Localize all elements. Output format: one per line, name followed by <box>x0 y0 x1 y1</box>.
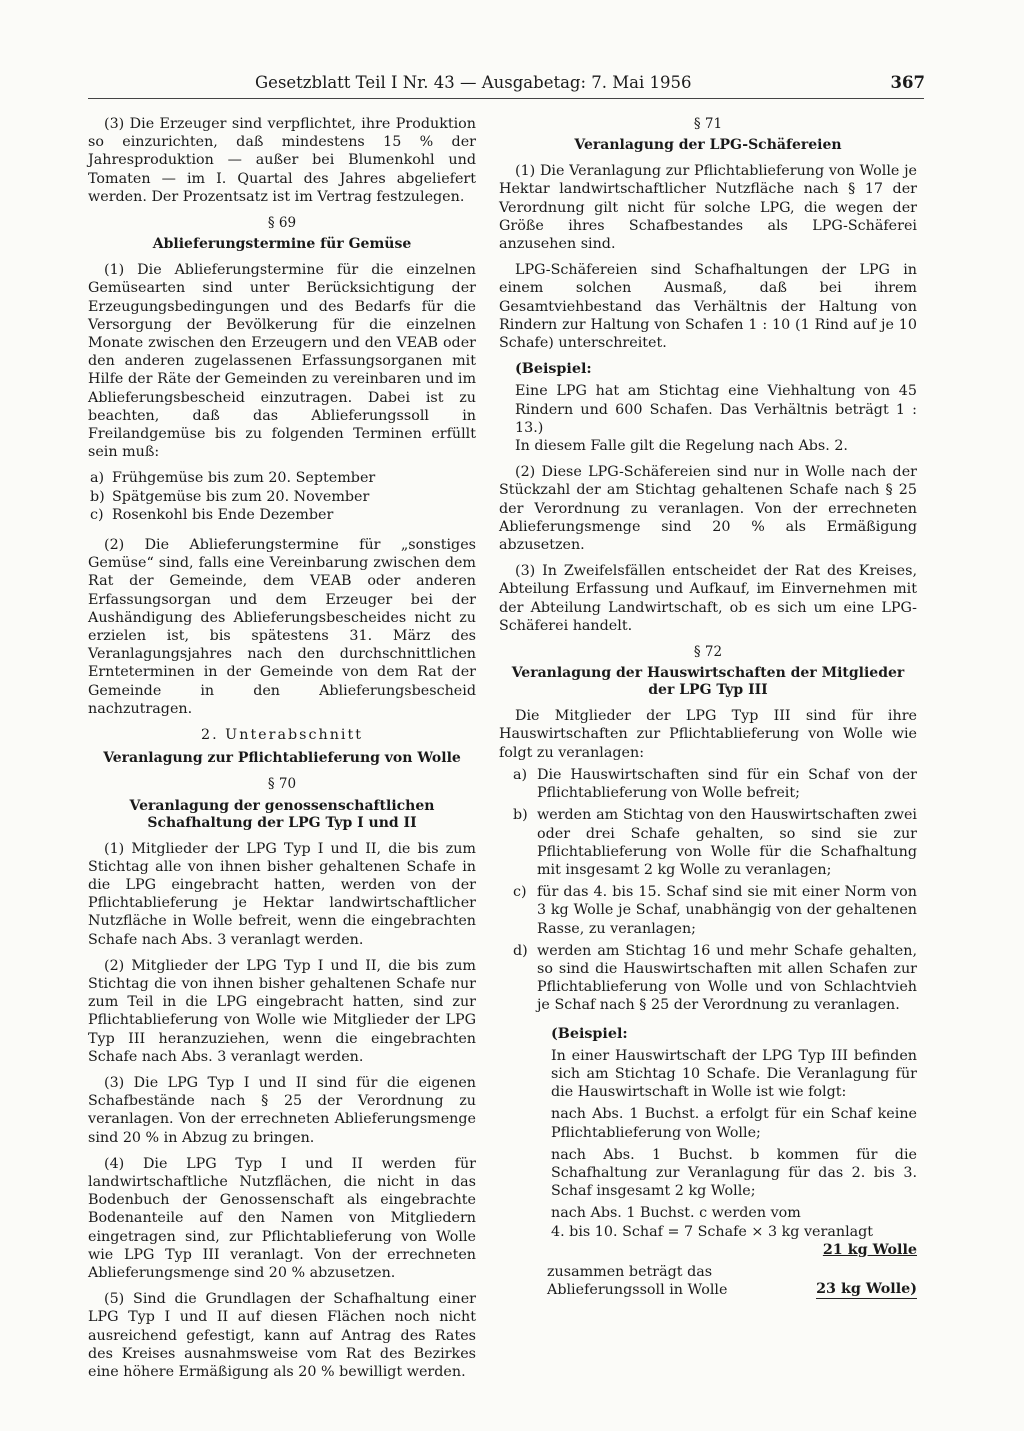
list-marker: a) <box>513 766 528 783</box>
section-number: § 72 <box>693 644 723 661</box>
list-marker: a) <box>90 470 105 487</box>
paragraph: (1) Mitglieder der LPG Typ I und II, die bis zum Stichtag alle von ihnen bisher gehaltenen Schafe in die LPG eingebracht hatten, werden von der Pflichtablieferung je Hektar landwirtschaftlicher Nutzfläche in Wolle befreit, wenn die eingebrachten Schafe nach Abs. 3 veranlagt werden. <box>88 840 476 948</box>
page-number: 367 <box>890 73 925 92</box>
total-value: 23 kg Wolle) <box>816 1280 917 1299</box>
list-marker: d) <box>513 942 528 959</box>
list-text: Die Hauswirtschaften sind für ein Schaf von der Pflichtablieferung von Wolle befreit; <box>537 766 917 802</box>
list-text: werden am Stichtag von den Hauswirtschaften zwei oder drei Schafe gehalten, so sind sie zur Pflichtablieferung von Wolle für die Schafhaltung mit insgesamt 2 kg Wolle zu veranlagen; <box>537 807 917 878</box>
example-text: In diesem Falle gilt die Regelung nach Abs. 2. <box>515 438 848 455</box>
section-number: § 69 <box>267 215 297 232</box>
left-column <box>88 115 476 1389</box>
list-marker: c) <box>90 506 104 523</box>
list-item <box>513 942 917 1015</box>
paragraph: LPG-Schäfereien sind Schafhaltungen der LPG in einem solchen Ausmaß, daß bei ihrem Gesamtviehbestand das Verhältnis der Haltung von Rindern zur Haltung von Schafen 1 : 10 (1 Rind auf je 10 Schafe) unterschreitet. <box>499 262 917 352</box>
paragraph: (4) Die LPG Typ I und II werden für landwirtschaftliche Nutzflächen, die nicht in das Bodenbuch der Genossenschaft als eingebrachte Bodenanteile auf den Namen von Mitgliedern eingetragen sind, zur Pflichtablieferung von Wolle wie LPG Typ III veranlagt. Von der errechneten Ablieferungsmenge sind 20 % abzusetzen. <box>88 1155 476 1281</box>
list-text: Rosenkohl bis Ende Dezember <box>112 506 334 523</box>
list-marker: b) <box>513 807 528 824</box>
paragraph: (3) In Zweifelsfällen entscheidet der Rat des Kreises, Abteilung Erfassung und Aufkauf, im Einvernehmen mit der Abteilung Landwirtschaft, ob es sich um eine LPG-Schäferei handelt. <box>499 563 917 634</box>
list-item <box>513 806 917 879</box>
paragraph: (1) Die Veranlagung zur Pflichtablieferung von Wolle je Hektar landwirtschaftlicher Nutzfläche nach § 17 der Verordnung gilt nicht für solche LPG, die wegen der Größe ihres Schafbestandes als LPG-Schäferei anzusehen sind. <box>499 163 917 253</box>
list-item <box>513 883 917 938</box>
section-title: Veranlagung der Hauswirtschaften der Mitglieder der LPG Typ III <box>511 665 905 699</box>
subsection-title: Veranlagung zur Pflichtablieferung von Wolle <box>103 750 461 767</box>
list-item <box>88 469 476 487</box>
list-text: für das 4. bis 15. Schaf sind sie mit einer Norm von 3 kg Wolle je Schaf, unabhängig von der gehaltenen Rasse, zu veranlagen; <box>537 884 917 937</box>
paragraph: (2) Mitglieder der LPG Typ I und II, die bis zum Stichtag die von ihnen bisher gehaltenen Schafe nur zum Teil in die LPG eingebracht hatten, sind zur Pflichtablieferung von Wolle wie Mitglieder der LPG Typ III heranzuziehen, wenn die eingebrachten Schafe nach Abs. 3 veranlagt werden. <box>88 957 476 1065</box>
paragraph: (5) Sind die Grundlagen der Schafhaltung einer LPG Typ I und II auf diesen Flächen noch nicht ausreichend gefestigt, kann auf Antrag des Rates des Kreises ausnahmsweise vom Rat des Bezirkes eine höhere Ermäßigung als 20 % bewilligt werden. <box>88 1291 476 1380</box>
paragraph: (2) Die Ablieferungstermine für „sonstiges Gemüse“ sind, falls eine Vereinbarung zwischen dem Rat der Gemeinde, dem VEAB oder anderen Erfassungsorgan und dem Erzeuger bei der Aushändigung des Ablieferungsbescheides nicht zu erzielen ist, bis spätestens 31. März des Veranlagungsjahres nach den durchschnittlichen Ernteterminen in der Gemeinde von dem Rat der Gemeinde in den Ablieferungsbescheid nachzutragen. <box>88 537 476 717</box>
calculation-value: 21 kg Wolle <box>822 1241 917 1258</box>
section-title: Veranlagung der LPG-Schäfereien <box>574 137 842 154</box>
list-text: Frühgemüse bis zum 20. September <box>112 470 376 487</box>
paragraph: Die Mitglieder der LPG Typ III sind für ihre Hauswirtschaften zur Pflichtablieferung von Wolle wie folgt zu veranlagen: <box>499 708 917 761</box>
paragraph: (3) Die LPG Typ I und II sind für die eigenen Schafbestände nach § 25 der Verordnung zu veranlagen. Von der errechneten Ablieferungsmenge sind 20 % in Abzug zu bringen. <box>88 1074 476 1146</box>
list-marker: b) <box>90 488 105 505</box>
section-title: Veranlagung der genossenschaftlichen Schafhaltung der LPG Typ I und II <box>129 797 435 831</box>
section-number: § 70 <box>267 776 297 793</box>
section-number: § 71 <box>693 116 723 132</box>
section-title: Ablieferungstermine für Gemüse <box>152 236 412 253</box>
example-text: nach Abs. 1 Buchst. b kommen für die Schafhaltung zur Veranlagung für das 2. bis 3. Schaf insgesamt 2 kg Wolle; <box>551 1146 917 1200</box>
list-marker: c) <box>513 884 527 901</box>
subsection-heading: 2. Unterabschnitt <box>201 727 363 744</box>
list-item <box>513 766 917 802</box>
header-rule <box>88 98 924 99</box>
right-column <box>499 115 917 1299</box>
list-text: werden am Stichtag 16 und mehr Schafe gehalten, so sind die Hauswirtschaften mit allen Schafen zur Pflichtablieferung von Wolle und von Schlachtvieh je Schaf nach § 25 der Verordnung zu veranlagen. <box>537 942 917 1014</box>
calculation-row <box>551 1223 917 1241</box>
calculation-value-row <box>499 1241 917 1259</box>
page-header <box>255 72 925 94</box>
example-text: In einer Hauswirtschaft der LPG Typ III befinden sich am Stichtag 10 Schafe. Die Veranlagung für die Hauswirtschaft in Wolle ist wie folgt: <box>551 1047 917 1101</box>
total-row <box>547 1263 917 1299</box>
calculation-text: 4. bis 10. Schaf = 7 Schafe × 3 kg veranlagt <box>551 1223 874 1240</box>
paragraph: (3) Die Erzeuger sind verpflichtet, ihre Produktion so einzurichten, daß mindestens 15 % der Jahresproduktion — außer bei Blumenkohl und Tomaten — im I. Quartal des Jahres abgeliefert werden. Der Prozentsatz ist im Vertrag festzulegen. <box>88 116 476 205</box>
total-label: zusammen beträgt das Ablieferungssoll in Wolle <box>547 1263 728 1298</box>
list-item <box>88 506 476 524</box>
example-label: (Beispiel: <box>551 1025 628 1042</box>
list-item <box>88 488 476 506</box>
example-text: Eine LPG hat am Stichtag eine Viehhaltung von 45 Rindern und 600 Schafen. Das Verhältnis beträgt 1 : 13.) <box>515 383 917 436</box>
gazette-title: Gesetzblatt Teil I Nr. 43 — Ausgabetag: 7. Mai 1956 <box>255 73 692 92</box>
example-label: (Beispiel: <box>515 361 592 378</box>
paragraph: (2) Diese LPG-Schäfereien sind nur in Wolle nach der Stückzahl der am Stichtag gehaltenen Schafe nach § 25 der Verordnung zu veranlagen. Von der errechneten Ablieferungsmenge sind 20 % als Ermäßigung abzusetzen. <box>499 464 917 554</box>
example-text: nach Abs. 1 Buchst. c werden vom <box>551 1205 801 1222</box>
list-text: Spätgemüse bis zum 20. November <box>112 488 370 505</box>
example-text: nach Abs. 1 Buchst. a erfolgt für ein Schaf keine Pflichtablieferung von Wolle; <box>551 1106 917 1141</box>
paragraph: (1) Die Ablieferungstermine für die einzelnen Gemüsearten sind unter Berücksichtigung der Erzeugungsbedingungen und des Bedarfs für die Versorgung der Bevölkerung für die einzelnen Monate zwischen den Erzeugern und den VEAB oder den anderen zugelassenen Erfassungsorganen mit Hilfe der Räte der Gemeinden zu vereinbaren und im Ablieferungsbescheid einzutragen. Dabei ist zu beachten, daß das Ablieferungssoll in Freilandgemüse bis zu folgenden Terminen erfüllt sein muß: <box>88 262 476 461</box>
